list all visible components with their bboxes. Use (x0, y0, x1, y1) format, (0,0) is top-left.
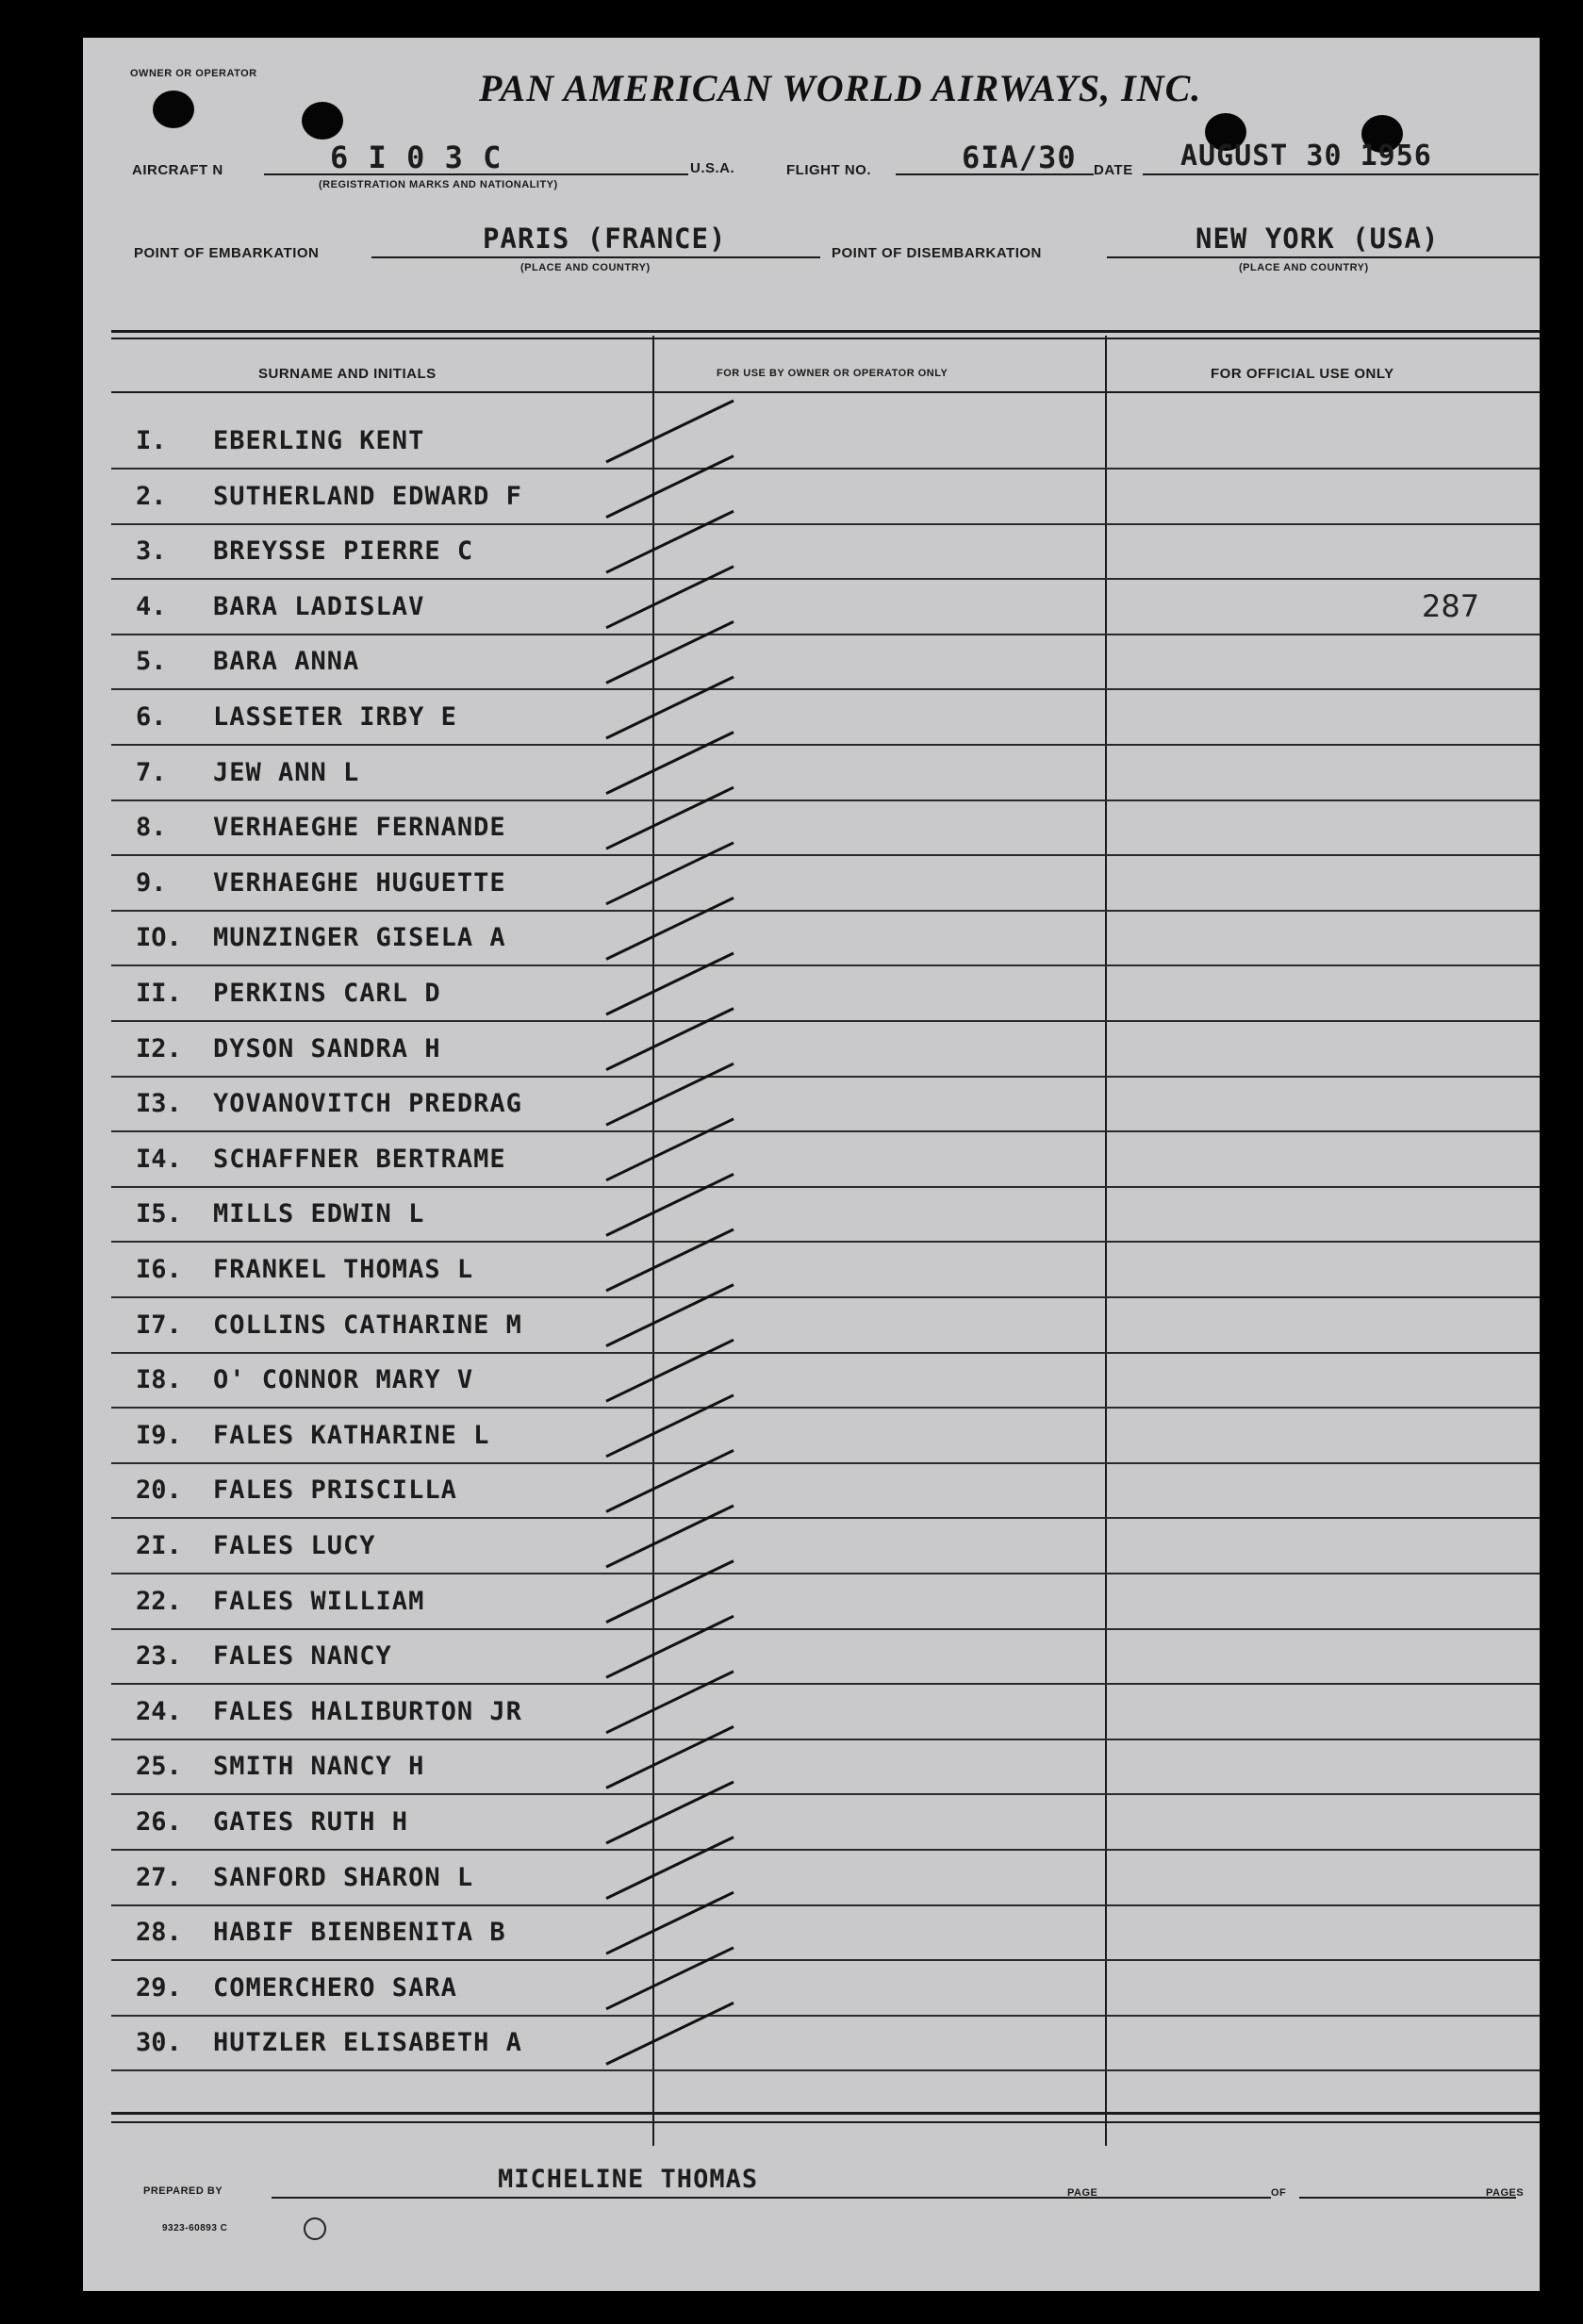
row-number: I6. (136, 1255, 182, 1284)
passenger-name: HUTZLER ELISABETH A (213, 2028, 522, 2058)
passenger-name: FALES LUCY (213, 1531, 376, 1560)
check-stroke (606, 787, 734, 849)
row-number: 27. (136, 1862, 182, 1892)
check-stroke (606, 1395, 734, 1457)
embarkation-label: POINT OF EMBARKATION (134, 245, 320, 261)
check-stroke (606, 1672, 734, 1733)
row-number: 2I. (136, 1531, 182, 1560)
row-number: 22. (136, 1586, 182, 1616)
check-stroke (606, 1009, 734, 1070)
row-number: 23. (136, 1641, 182, 1672)
passenger-name: HABIF BIENBENITA B (213, 1918, 506, 1948)
passenger-name: FALES KATHARINE L (213, 1420, 490, 1450)
passenger-name: BARA LADISLAV (213, 591, 425, 621)
passenger-name: SANFORD SHARON L (213, 1862, 474, 1892)
check-stroke (606, 1726, 734, 1788)
check-stroke (606, 1782, 734, 1843)
row-number: IO. (136, 923, 182, 953)
row-number: 6. (136, 702, 167, 732)
passenger-name: MILLS EDWIN L (213, 1199, 425, 1229)
row-number: 29. (136, 1972, 182, 2003)
check-stroke (606, 1561, 734, 1623)
form-code: 9323-60893 C (162, 2223, 228, 2233)
date-label: DATE (1094, 162, 1133, 178)
check-stroke (606, 1838, 734, 1899)
check-stroke (606, 456, 734, 518)
passenger-name: GATES RUTH H (213, 1807, 409, 1837)
check-stroke (606, 1174, 734, 1235)
check-stroke (606, 843, 734, 904)
page-label: PAGE (1067, 2187, 1098, 2199)
disembarkation-label: POINT OF DISEMBARKATION (832, 245, 1042, 261)
manifest-sheet (83, 38, 1540, 2291)
passenger-name: FALES HALIBURTON JR (213, 1696, 522, 1726)
check-stroke (606, 1340, 734, 1401)
row-number: 20. (136, 1475, 182, 1506)
column-surname: SURNAME AND INITIALS (258, 366, 437, 382)
flight-value: 6IA/30 (962, 140, 1077, 175)
check-stroke (606, 1948, 734, 2009)
registration-note: (REGISTRATION MARKS AND NATIONALITY) (319, 179, 558, 190)
passenger-name: FALES WILLIAM (213, 1586, 425, 1616)
check-stroke (606, 1063, 734, 1125)
passenger-name: YOVANOVITCH PREDRAG (213, 1089, 522, 1119)
check-stroke (606, 1506, 734, 1567)
row-number: I4. (136, 1144, 182, 1174)
row-number: I5. (136, 1199, 182, 1229)
date-value: AUGUST 30 1956 (1180, 140, 1432, 173)
column-official-use: FOR OFFICIAL USE ONLY (1211, 366, 1394, 382)
check-stroke (606, 1892, 734, 1953)
check-stroke (606, 677, 734, 738)
disembarkation-value: NEW YORK (USA) (1195, 223, 1440, 255)
of-label: OF (1271, 2187, 1287, 2199)
passenger-name: BARA ANNA (213, 647, 360, 677)
row-number: I2. (136, 1033, 182, 1063)
official-note: 287 (1422, 587, 1480, 624)
passenger-name: O' CONNOR MARY V (213, 1365, 474, 1395)
column-owner-use: FOR USE BY OWNER OR OPERATOR ONLY (717, 368, 948, 379)
row-number: 25. (136, 1752, 182, 1782)
check-stroke (606, 1229, 734, 1291)
check-stroke (606, 898, 734, 959)
owner-label: OWNER OR OPERATOR (130, 68, 257, 79)
check-stroke (606, 2003, 734, 2064)
check-stroke (606, 401, 734, 462)
embarkation-value: PARIS (FRANCE) (483, 223, 727, 255)
passenger-name: SCHAFFNER BERTRAME (213, 1144, 506, 1174)
passenger-name: BREYSSE PIERRE C (213, 536, 474, 567)
airline-title: PAN AMERICAN WORLD AIRWAYS, INC. (479, 67, 1202, 109)
aircraft-label: AIRCRAFT N (132, 162, 223, 178)
passenger-name: VERHAEGHE HUGUETTE (213, 867, 506, 898)
row-number: 28. (136, 1918, 182, 1948)
row-number: I7. (136, 1310, 182, 1340)
check-stroke (606, 511, 734, 572)
row-number: I9. (136, 1420, 182, 1450)
usa-label: U.S.A. (690, 160, 735, 176)
passenger-name: FALES NANCY (213, 1641, 392, 1672)
row-number: 30. (136, 2028, 182, 2058)
row-number: I8. (136, 1365, 182, 1395)
prepared-label: PREPARED BY (143, 2185, 223, 2197)
prepared-value: MICHELINE THOMAS (498, 2165, 759, 2194)
passenger-name: COMERCHERO SARA (213, 1972, 457, 2003)
passenger-name: EBERLING KENT (213, 426, 425, 455)
passenger-name: DYSON SANDRA H (213, 1033, 441, 1063)
handwritten-checkmarks (83, 38, 1540, 2291)
row-number: 4. (136, 591, 167, 621)
pages-label: PAGES (1486, 2187, 1525, 2199)
check-stroke (606, 1285, 734, 1346)
check-stroke (606, 1450, 734, 1511)
check-stroke (606, 621, 734, 683)
row-number: I. (136, 426, 167, 455)
row-number: 26. (136, 1807, 182, 1837)
passenger-name: SUTHERLAND EDWARD F (213, 481, 522, 511)
passenger-name: FRANKEL THOMAS L (213, 1255, 474, 1284)
row-number: I3. (136, 1089, 182, 1119)
row-number: 8. (136, 813, 167, 843)
row-number: 9. (136, 867, 167, 898)
check-stroke (606, 1616, 734, 1677)
passenger-name: COLLINS CATHARINE M (213, 1310, 522, 1340)
passenger-name: FALES PRISCILLA (213, 1475, 457, 1506)
row-number: 24. (136, 1696, 182, 1726)
passenger-name: MUNZINGER GISELA A (213, 923, 506, 953)
embarkation-note: (PLACE AND COUNTRY) (520, 262, 651, 273)
passenger-name: PERKINS CARL D (213, 979, 441, 1008)
passenger-name: JEW ANN L (213, 757, 360, 787)
row-number: 5. (136, 647, 167, 677)
passenger-name: SMITH NANCY H (213, 1752, 425, 1782)
disembarkation-note: (PLACE AND COUNTRY) (1239, 262, 1369, 273)
passenger-name: VERHAEGHE FERNANDE (213, 813, 506, 843)
aircraft-value: 6 I 0 3 C (330, 140, 503, 175)
check-stroke (606, 953, 734, 1014)
check-stroke (606, 1119, 734, 1180)
passenger-name: LASSETER IRBY E (213, 702, 457, 732)
row-number: 3. (136, 536, 167, 567)
row-number: 2. (136, 481, 167, 511)
flight-label: FLIGHT NO. (786, 162, 871, 178)
check-stroke (606, 567, 734, 628)
row-number: II. (136, 979, 182, 1008)
row-number: 7. (136, 757, 167, 787)
check-stroke (606, 733, 734, 794)
